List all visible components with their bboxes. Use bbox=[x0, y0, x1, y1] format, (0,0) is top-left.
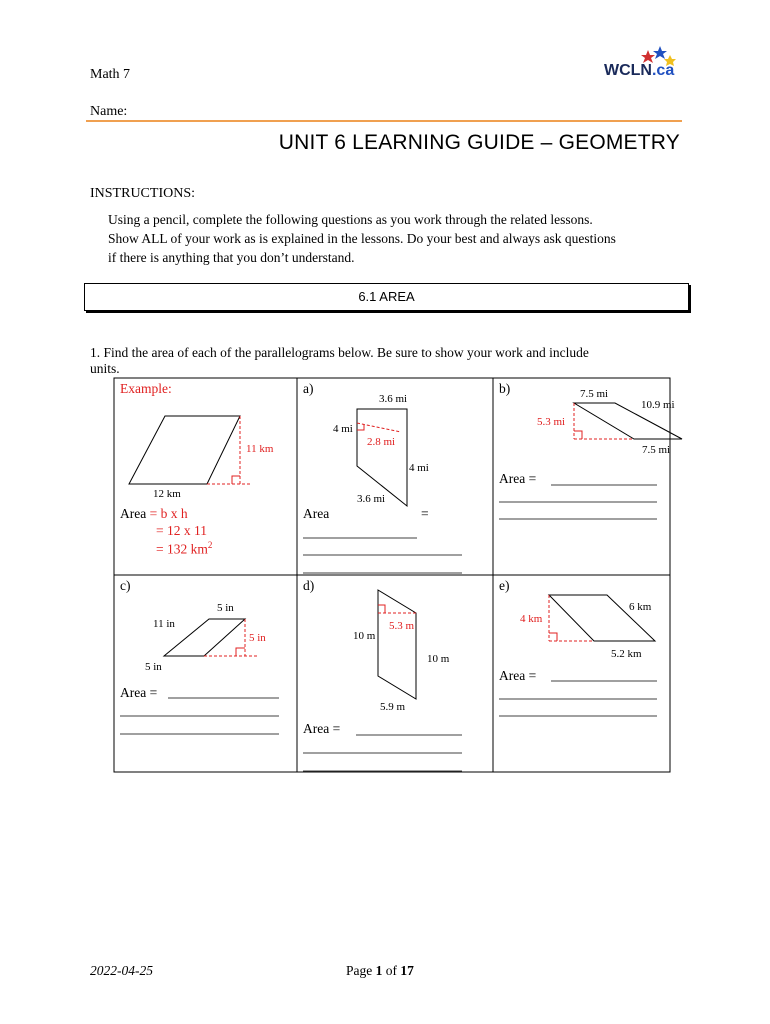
example-eq3: = 132 km bbox=[156, 541, 208, 557]
instructions-line-2: Show ALL of your work as is explained in the lessons. Do your best and always ask questions bbox=[108, 231, 616, 246]
c-height-label: 5 in bbox=[249, 632, 266, 644]
instructions-line-3: if there is anything that you don’t understand. bbox=[108, 250, 355, 265]
question-1-text bbox=[90, 343, 589, 378]
parallelogram-d bbox=[378, 590, 416, 699]
cell-a-label: a) bbox=[303, 381, 314, 396]
course-label: Math 7 bbox=[90, 67, 131, 82]
example-eq1: = b x h bbox=[149, 506, 188, 521]
example-base-label: 12 km bbox=[153, 488, 181, 500]
b-top-label: 7.5 mi bbox=[580, 388, 609, 400]
b-area-label: Area = bbox=[499, 471, 537, 486]
d-area-label: Area = bbox=[303, 721, 341, 736]
e-top-label: 6 km bbox=[629, 601, 652, 613]
section-title: 6.1 AREA bbox=[358, 289, 415, 304]
d-bottom-label: 5.9 m bbox=[380, 701, 406, 713]
parallelogram-a bbox=[357, 409, 407, 506]
question-1-line-1: 1. Find the area of each of the parallelograms below. Be sure to show your work and include bbox=[90, 345, 589, 360]
example-area-label: Area bbox=[120, 506, 147, 521]
example-eq3-line bbox=[156, 540, 212, 558]
c-slant-label: 11 in bbox=[153, 618, 175, 630]
b-slant-label: 10.9 mi bbox=[641, 399, 675, 411]
logo-text: WCLN bbox=[604, 62, 652, 79]
example-height-label: 11 km bbox=[246, 443, 274, 455]
a-height-label: 2.8 mi bbox=[367, 436, 396, 448]
question-1-line-2: units. bbox=[90, 361, 120, 376]
page-prefix: Page bbox=[346, 963, 376, 978]
cell-d-label: d) bbox=[303, 578, 315, 593]
name-label: Name: bbox=[90, 104, 128, 119]
e-bottom-label: 5.2 km bbox=[611, 648, 642, 660]
parallelogram-c bbox=[164, 619, 258, 656]
e-height-label: 4 km bbox=[520, 613, 543, 625]
e-area-label: Area = bbox=[499, 668, 537, 683]
d-height-label: 5.3 m bbox=[389, 620, 415, 632]
c-top-label: 5 in bbox=[217, 602, 234, 614]
a-left-label: 4 mi bbox=[333, 423, 353, 435]
page-of: of bbox=[382, 963, 401, 978]
a-top-label: 3.6 mi bbox=[379, 393, 408, 405]
example-eq3-sup: 2 bbox=[207, 540, 213, 550]
page-current: 1 bbox=[375, 963, 383, 978]
logo bbox=[604, 62, 674, 80]
cell-b-label: b) bbox=[499, 381, 511, 396]
cell-c-label: c) bbox=[120, 578, 131, 593]
example-label: Example: bbox=[120, 381, 172, 396]
page-total: 17 bbox=[400, 963, 414, 978]
instructions-heading: INSTRUCTIONS: bbox=[90, 186, 196, 201]
a-equals: = bbox=[421, 506, 429, 521]
section-heading-box bbox=[84, 283, 689, 311]
c-area-label: Area = bbox=[120, 685, 158, 700]
b-bottom-label: 7.5 mi bbox=[642, 444, 671, 456]
b-height-label: 5.3 mi bbox=[537, 416, 566, 428]
logo-suffix: .ca bbox=[651, 62, 675, 79]
a-right-label: 4 mi bbox=[409, 462, 429, 474]
example-eq2: = 12 x 11 bbox=[156, 523, 207, 538]
cell-e-label: e) bbox=[499, 578, 510, 593]
d-right-label: 10 m bbox=[427, 653, 450, 665]
a-area-label: Area bbox=[303, 506, 330, 521]
page-title: UNIT 6 LEARNING GUIDE – GEOMETRY bbox=[278, 131, 680, 154]
footer-page-number bbox=[346, 963, 414, 979]
a-bottom-label: 3.6 mi bbox=[357, 493, 386, 505]
footer-date: 2022-04-25 bbox=[90, 963, 153, 978]
instructions-body bbox=[108, 210, 616, 267]
instructions-line-1: Using a pencil, complete the following questions as you work through the related lessons. bbox=[108, 212, 593, 227]
d-left-label: 10 m bbox=[353, 630, 376, 642]
c-base-label: 5 in bbox=[145, 661, 162, 673]
example-area-line bbox=[120, 506, 188, 522]
example-parallelogram bbox=[129, 416, 252, 484]
